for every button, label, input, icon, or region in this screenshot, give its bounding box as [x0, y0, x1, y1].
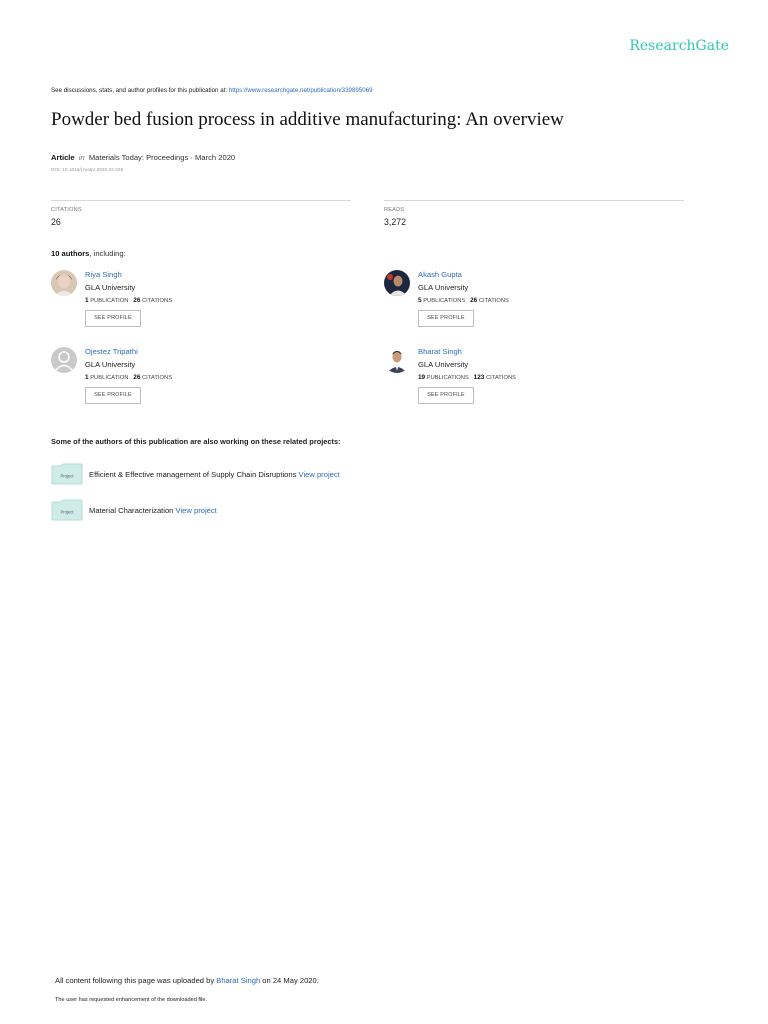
publications-label: PUBLICATIONS	[423, 298, 466, 304]
citations-label: CITATIONS	[142, 375, 173, 381]
avatar[interactable]	[51, 270, 77, 296]
citations-label: CITATIONS	[51, 207, 82, 213]
avatar[interactable]	[384, 270, 410, 296]
publication-url-link[interactable]: https://www.researchgate.net/publication/339895069	[228, 87, 373, 94]
publications-count: 1	[85, 374, 89, 381]
publications-count: 1	[85, 297, 89, 304]
publications-label: PUBLICATION	[90, 298, 129, 304]
related-projects-heading: Some of the authors of this publication are also working on these related projects:	[51, 437, 341, 446]
author-card	[384, 270, 634, 332]
author-name-link[interactable]: Ojestez Tripathi	[85, 347, 138, 356]
author-name-link[interactable]: Akash Gupta	[418, 270, 462, 279]
authors-heading	[51, 249, 126, 258]
see-profile-button[interactable]: SEE PROFILE	[418, 387, 474, 404]
publications-count: 5	[418, 297, 422, 304]
discussions-line	[51, 87, 373, 94]
author-name-link[interactable]: Bharat Singh	[418, 347, 462, 356]
avatar[interactable]	[384, 347, 410, 373]
in-label: in	[78, 153, 85, 162]
author-stats	[418, 297, 509, 304]
project-title: Efficient & Effective management of Supply Chain Disruptions	[89, 470, 297, 479]
author-stats	[85, 374, 172, 381]
citations-label: CITATIONS	[478, 298, 509, 304]
citations-label: CITATIONS	[142, 298, 173, 304]
journal-link[interactable]: Materials Today: Proceedings · March 2020	[88, 153, 236, 162]
uploader-link[interactable]: Bharat Singh	[216, 976, 261, 985]
author-card	[51, 347, 301, 409]
discussions-prefix: See discussions, stats, and author profiles for this publication at:	[51, 87, 229, 94]
author-affiliation: GLA University	[85, 283, 136, 292]
citations-count: 26	[133, 297, 141, 304]
upload-prefix: All content following this page was uploaded by	[55, 976, 217, 985]
author-stats	[85, 297, 172, 304]
author-card	[51, 270, 301, 332]
citations-value: 26	[51, 217, 61, 227]
reads-divider	[384, 200, 684, 201]
reads-label: READS	[384, 207, 405, 213]
citations-count: 26	[133, 374, 141, 381]
publications-label: PUBLICATIONS	[426, 375, 469, 381]
author-affiliation: GLA University	[418, 283, 469, 292]
view-project-link[interactable]: View project	[175, 506, 217, 515]
citations-divider	[51, 200, 351, 201]
author-affiliation: GLA University	[85, 360, 136, 369]
citations-label: CITATIONS	[485, 375, 517, 381]
see-profile-button[interactable]: SEE PROFILE	[85, 387, 141, 404]
reads-value: 3,272	[384, 217, 407, 227]
upload-info	[55, 976, 319, 985]
citations-count: 123	[473, 374, 485, 381]
citations-count: 26	[470, 297, 478, 304]
avatar[interactable]	[51, 347, 77, 373]
project-title: Material Characterization	[89, 506, 174, 515]
publications-label: PUBLICATION	[90, 375, 129, 381]
folder-icon	[51, 463, 83, 485]
doi-text: DOI: 10.1016/j.matpr.2020.02.635	[51, 168, 124, 173]
publication-meta	[51, 153, 235, 162]
folder-label: Project	[60, 473, 74, 479]
see-profile-button[interactable]: SEE PROFILE	[85, 310, 141, 327]
author-name-link[interactable]: Riya Singh	[85, 270, 122, 279]
publications-count: 19	[418, 374, 426, 381]
publication-title: Powder bed fusion process in additive manufacturing: An overview	[51, 109, 564, 130]
researchgate-logo[interactable]: ResearchGate	[629, 38, 729, 54]
author-card	[384, 347, 634, 409]
authors-count: 10 authors	[51, 249, 90, 258]
project-text	[89, 470, 340, 479]
article-type: Article	[51, 153, 75, 162]
see-profile-button[interactable]: SEE PROFILE	[418, 310, 474, 327]
folder-icon	[51, 499, 83, 521]
folder-label: Project	[60, 509, 74, 515]
authors-suffix: , including:	[89, 249, 126, 258]
author-affiliation: GLA University	[418, 360, 469, 369]
upload-suffix: on 24 May 2020.	[260, 976, 319, 985]
project-text	[89, 506, 217, 515]
enhancement-note: The user has requested enhancement of the downloaded file.	[55, 997, 208, 1003]
author-stats	[418, 374, 516, 381]
view-project-link[interactable]: View project	[298, 470, 340, 479]
